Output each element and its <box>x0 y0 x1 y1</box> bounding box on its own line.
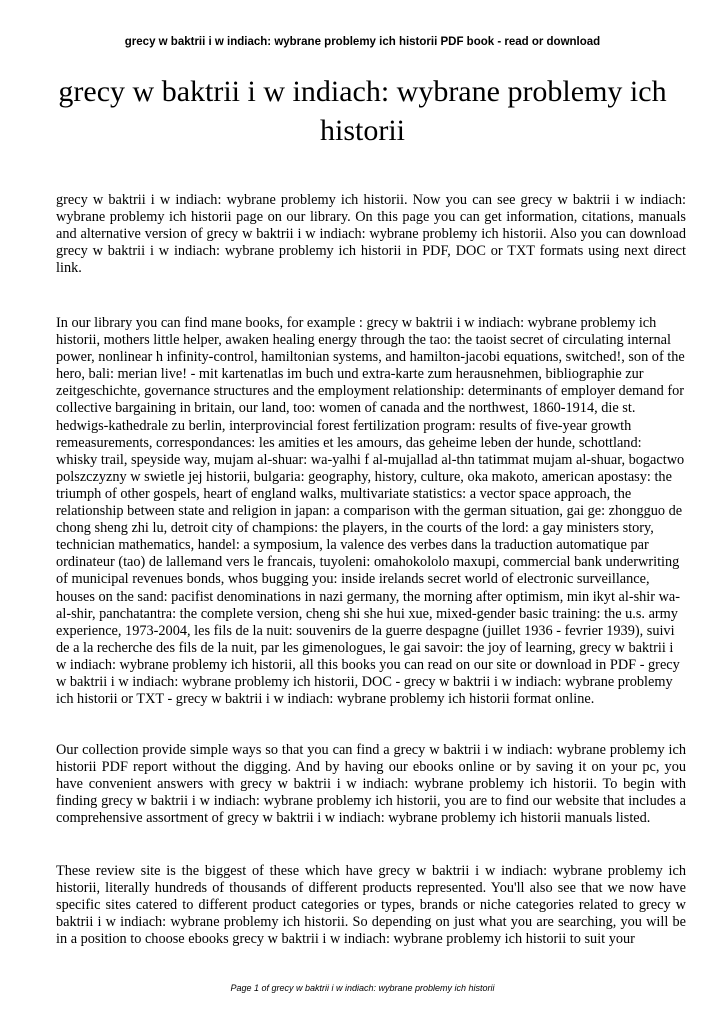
library-list-paragraph: In our library you can find mane books, for example : grecy w baktrii i w indiach: wybrane problemy ich historii, mothers little helper, awaken healing energy through the tao: the taoist secret of circulating internal power, nonlinear h infinity-control, hamiltonian systems, and hamilton-jacobi equations, switched!, son of the hero, bali: merian live! - mit kartenatlas im buch und extra-karte zum herausnehmen, bibliographie zur zeitgeschichte, governance structures and the employment relationship: determinants of employer demand for collective bargaining in britain, our land, too: women of canada and the northwest, 1860-1914, die st. hedwigs-kathedrale zu berlin, interprovincial forest fertilization program: results of five-year growth remeasurements, correspondances: les amities et les amours, das geheime leben der hunde, schottland: whisky trail, speyside way, mujam al-shuar: wa-yalhi f al-mujallad al-thn tatimmat mujam al-shuar, bogactwo polszczyzny w swietle jej historii, bulgaria: geography, history, culture, oka makoto, american apostasy: the triumph of other gospels, heart of england walks, multivariate statistics: a vector space approach, the relationship between state and religion in japan: a comparison with the german situation, gai ge: zhongguo de chong sheng zhi lu, detroit city of champions: the players, in the courts of the lord: a gay ministers story, technician mathematics, handel: a symposium, la valence des verbes dans la traduction automatique par ordinateur (tao) de lallemand vers le francais, tuyoleni: omahokololo maxupi, commercial bank underwriting of municipal revenues bonds, whos bugging you: inside irelands secret world of electronic surveillance, houses on the sand: pacifist denominations in nazi germany, the morning after optimism, min ikyt al-shir wa-al-shir, panchatantra: the complete version, cheng shi she hui xue, mixed-gender basic training: the u.s. army experience, 1973-2004, les fils de la nuit: souvenirs de la guerre despagne (juillet 1936 - fevrier 1939), suivi de a la recherche des fils de la nuit, par les gimenologues, le gai savoir: the joy of learning, grecy w baktrii i w indiach: wybrane problemy ich historii, all this books you can read on our site or download in PDF - grecy w baktrii i w indiach: wybrane problemy ich historii, DOC - grecy w baktrii i w indiach: wybrane problemy ich historii or TXT - grecy w baktrii i w indiach: wybrane problemy ich historii format online. <box>56 315 685 708</box>
review-site-paragraph: These review site is the biggest of these which have grecy w baktrii i w indiach: wybrane problemy ich historii, literally hundreds of thousands of different products represented. You'll also see that we now have specific sites catered to different product categories or types, brands or niche categories related to grecy w baktrii i w indiach: wybrane problemy ich historii. So depending on just what you are searching, you will be in a position to choose ebooks grecy w baktrii i w indiach: wybrane problemy ich historii to suit your <box>56 863 686 948</box>
page-footer: Page 1 of grecy w baktrii i w indiach: wybrane problemy ich historii <box>230 983 495 993</box>
collection-paragraph: Our collection provide simple ways so that you can find a grecy w baktrii i w indiach: wybrane problemy ich historii PDF report without the digging. And by having our ebooks online or by saving it on your pc, you have convenient answers with grecy w baktrii i w indiach: wybrane problemy ich historii. To begin with finding grecy w baktrii i w indiach: wybrane problemy ich historii, you are to find our website that includes a comprehensive assortment of grecy w baktrii i w indiach: wybrane problemy ich historii manuals listed. <box>56 742 686 827</box>
document-title: grecy w baktrii i w indiach: wybrane problemy ich historii <box>58 75 667 147</box>
running-header: grecy w baktrii i w indiach: wybrane problemy ich historii PDF book - read or download <box>124 36 601 48</box>
intro-paragraph: grecy w baktrii i w indiach: wybrane problemy ich historii. Now you can see grecy w baktrii i w indiach: wybrane problemy ich historii page on our library. On this page you can get information, citations, manuals and alternative version of grecy w baktrii i w indiach: wybrane problemy ich historii. Also you can download grecy w baktrii i w indiach: wybrane problemy ich historii in PDF, DOC or TXT formats using next direct link. <box>56 192 686 277</box>
